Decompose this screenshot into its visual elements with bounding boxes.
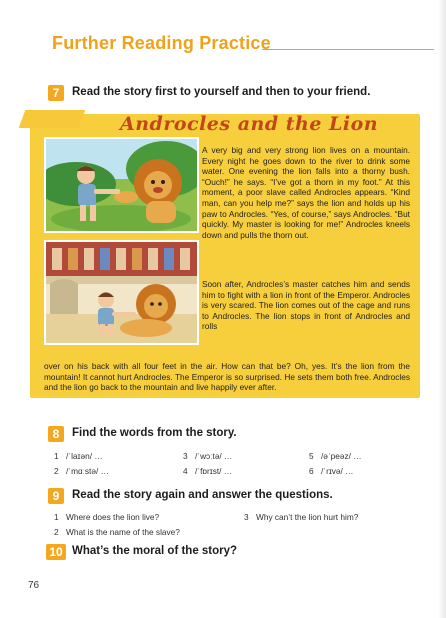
thorn-scene-drawing (46, 139, 197, 231)
q9-item-3 (244, 512, 358, 522)
question-7-text: Read the story first to yourself and then to your friend. (72, 86, 371, 98)
story-paragraph-1: A very big and very strong lion lives on a mountain. Every night he goes down to the river to drink some water. One evening the lion falls into a thorny bush. “Ouch!” he says. “I’ve got a thorn in my foot.” At this moment, a poor slave called Androcles appears. “Kind man, can you help me?” says the lion and holds up his paw to Androcles. “Yes, of course,” says Androcles. “But quickly. My master is looking for me!” Androcles kneels down and pulls the thorn out. (202, 145, 410, 240)
q8-item-3-number: 3 (183, 451, 188, 461)
q8-item-6-text: /ˈrɪvə/ … (321, 466, 354, 476)
q9-item-2-text: What is the name of the slave? (66, 527, 180, 537)
story-panel-tab (19, 110, 86, 128)
q8-item-5 (309, 451, 362, 461)
q8-item-2-text: /ˈmɑːstə/ … (66, 466, 109, 476)
q8-item-4-number: 4 (183, 466, 188, 476)
q9-item-2 (54, 527, 180, 537)
q8-item-6 (309, 466, 353, 476)
title-rule (262, 49, 434, 50)
q8-item-5-number: 5 (309, 451, 314, 461)
question-7-number: 7 (48, 85, 64, 101)
story-paragraph-2-end: over on his back with all four feet in the air. How can that be? Oh, yes. It’s the lion from the mountain! It cannot hurt Androcles. The Emperor is so surprised. He sets them both free. Androcles and the lion go back to the mountain and live happily ever after. (44, 361, 410, 393)
q8-item-1-number: 1 (54, 451, 59, 461)
q8-item-3-text: /ˈwɔːtə/ … (195, 451, 233, 461)
question-9-number: 9 (48, 488, 64, 504)
story-title: Androcles and the Lion (120, 113, 379, 135)
q9-item-1-number: 1 (54, 512, 59, 522)
page-title: Further Reading Practice (52, 33, 271, 53)
story-paragraph-2-start: Soon after, Androcles’s master catches him and sends him to fight with a lion in front of the Emperor. Androcles is very scared. The lion comes out of the cage and runs to Androcles. The lion stops in front of Androcles and rolls (202, 279, 410, 332)
q8-item-1 (54, 451, 103, 461)
q8-item-4 (183, 466, 232, 476)
question-9-text: Read the story again and answer the questions. (72, 489, 333, 501)
q8-item-1-text: /ˈlaɪən/ … (66, 451, 103, 461)
question-10-text: What’s the moral of the story? (72, 545, 238, 557)
q8-item-3 (183, 451, 232, 461)
page-number: 76 (28, 580, 40, 591)
question-8-number: 8 (48, 426, 64, 442)
q9-item-1 (54, 512, 159, 522)
q9-item-2-number: 2 (54, 527, 59, 537)
q9-item-3-number: 3 (244, 512, 249, 522)
q9-item-1-text: Where does the lion live? (66, 512, 160, 522)
page-edge-shadow (438, 0, 446, 618)
q9-item-3-text: Why can’t the lion hurt him? (256, 512, 359, 522)
arena-scene-drawing (46, 242, 197, 343)
q8-item-4-text: /ˈfɒrɪst/ … (195, 466, 233, 476)
q8-item-2-number: 2 (54, 466, 59, 476)
question-8-text: Find the words from the story. (72, 427, 237, 439)
question-10-number: 10 (46, 544, 66, 560)
q8-item-6-number: 6 (309, 466, 314, 476)
q8-item-2 (54, 466, 109, 476)
illustration-thorn-scene (44, 137, 199, 233)
q8-item-5-text: /əˈpeəz/ … (321, 451, 362, 461)
illustration-arena-scene (44, 240, 199, 345)
